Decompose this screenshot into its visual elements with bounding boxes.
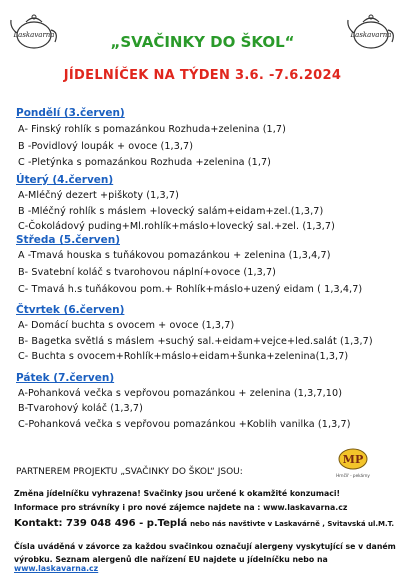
allergen-codes: 1,3,7 — [343, 336, 369, 347]
allergen-codes: 1,3,7 — [294, 206, 320, 217]
logo-text: Laskavarna — [13, 31, 55, 39]
day-heading-wednesday: Středa (5.červen) — [16, 234, 120, 246]
mp-logo — [334, 447, 372, 483]
allergen-codes: 1,3,7 — [205, 320, 231, 331]
day-heading-monday: Pondělí (3.červen) — [16, 107, 125, 119]
menu-item: A-Mléčný dezert +piškoty (1,3,7) — [18, 190, 179, 201]
menu-item: B- Bagetka světlá s máslem +suchý sal.+eidam+vejce+led.salát (1,3,7) — [18, 336, 373, 347]
allergen-codes: 1,3,7 — [247, 267, 273, 278]
menu-item: C-Čokoládový puding+Ml.rohlík+máslo+lovecký sal.+zel. (1,3,7) — [18, 221, 335, 232]
menu-item: B -Povidlový loupák + ovoce (1,3,7) — [18, 141, 194, 152]
allergen-codes: 1,3,4,7 — [324, 284, 359, 295]
menu-item: B-Tvarohový koláč (1,3,7) — [18, 403, 143, 414]
footer-notice: Změna jídelníčku vyhrazena! Svačinky jsou určené k okamžité konzumaci! — [14, 489, 341, 498]
menu-item: B -Mléčný rohlík s máslem +lovecký salám+eidam+zel.(1,3,7) — [18, 206, 324, 217]
website-link[interactable]: www.laskavarna.cz — [14, 564, 99, 573]
mp-logo-icon — [334, 447, 372, 483]
logo-text: Laskavarna — [350, 31, 392, 39]
menu-item: C- Buchta s ovocem+Rohlík+máslo+eidam+šunka+zelenina(1,3,7) — [18, 351, 349, 362]
allergen-codes: 1,3,4,7 — [292, 250, 327, 261]
day-heading-tuesday: Úterý (4.červen) — [16, 174, 114, 186]
menu-item: A -Tmavá houska s tuňákovou pomazánkou + zelenina (1,3,4,7) — [18, 250, 331, 261]
contact-phone: Kontakt: 739 048 496 - p.Teplá — [14, 518, 188, 529]
menu-item: C -Pletýnka s pomazánkou Rozhuda +zelenina (1,7) — [18, 157, 272, 168]
footer-info: Informace pro strávníky i pro nové zájemce najdete na : www.laskavarna.cz — [14, 503, 348, 512]
allergen-note: Čísla uváděná v závorce za každou svačinkou označují alergeny vyskytující se v daném — [14, 542, 396, 551]
menu-item: A-Pohanková večka s vepřovou pomazánkou + zelenina (1,3,7,10) — [18, 388, 343, 399]
allergen-codes: 1,3,7 — [114, 403, 140, 414]
footer-contact — [14, 518, 394, 529]
menu-item: C-Pohanková večka s vepřovou pomazánkou +Koblih vanilka (1,3,7) — [18, 419, 351, 430]
day-heading-thursday: Čtvrtek (6.červen) — [16, 304, 125, 316]
mp-logo-caption: Hrnčíř - pekárny — [336, 473, 370, 478]
page-title: „SVAČINKY DO ŠKOL“ — [110, 33, 295, 51]
day-heading-friday: Pátek (7.červen) — [16, 372, 115, 384]
menu-item: B- Svatební koláč s tvarohovou náplní+ovoce (1,3,7) — [18, 267, 276, 278]
menu-subtitle: JÍDELNÍČEK NA TÝDEN 3.6. -7.6.2024 — [63, 68, 342, 83]
allergen-codes: 1,3,7 — [164, 141, 190, 152]
allergen-codes: 1,3,7 — [319, 351, 345, 362]
menu-item: C- Tmavá h.s tuňákovou pom.+ Rohlík+máslo+uzený eidam ( 1,3,4,7) — [18, 284, 363, 295]
allergen-note-link-line: výrobku. Seznam alergenů dle nařízení EU najdete u jídelníčku nebo na www.laskavarna.cz — [14, 555, 328, 573]
allergen-codes: 1,3,7 — [321, 419, 347, 430]
allergen-codes: 1,7 — [266, 124, 283, 135]
allergen-codes: 1,3,7 — [306, 221, 332, 232]
mp-logo-letters: MP — [342, 453, 364, 466]
allergen-codes: 1,7 — [251, 157, 268, 168]
allergen-codes: 1,3,7,10 — [297, 388, 339, 399]
menu-item: A- Finský rohlík s pomazánkou Rozhuda+zelenina (1,7) — [18, 124, 286, 135]
contact-address: nebo nás navštivte v Laskavárně , Svitavská ul.M.T. — [190, 520, 395, 528]
partner-text: PARTNEREM PROJEKTU „SVAČINKY DO ŠKOL“ JSOU: — [16, 467, 243, 477]
allergen-codes: 1,3,7 — [150, 190, 176, 201]
menu-item: A- Domácí buchta s ovocem + ovoce (1,3,7) — [18, 320, 235, 331]
